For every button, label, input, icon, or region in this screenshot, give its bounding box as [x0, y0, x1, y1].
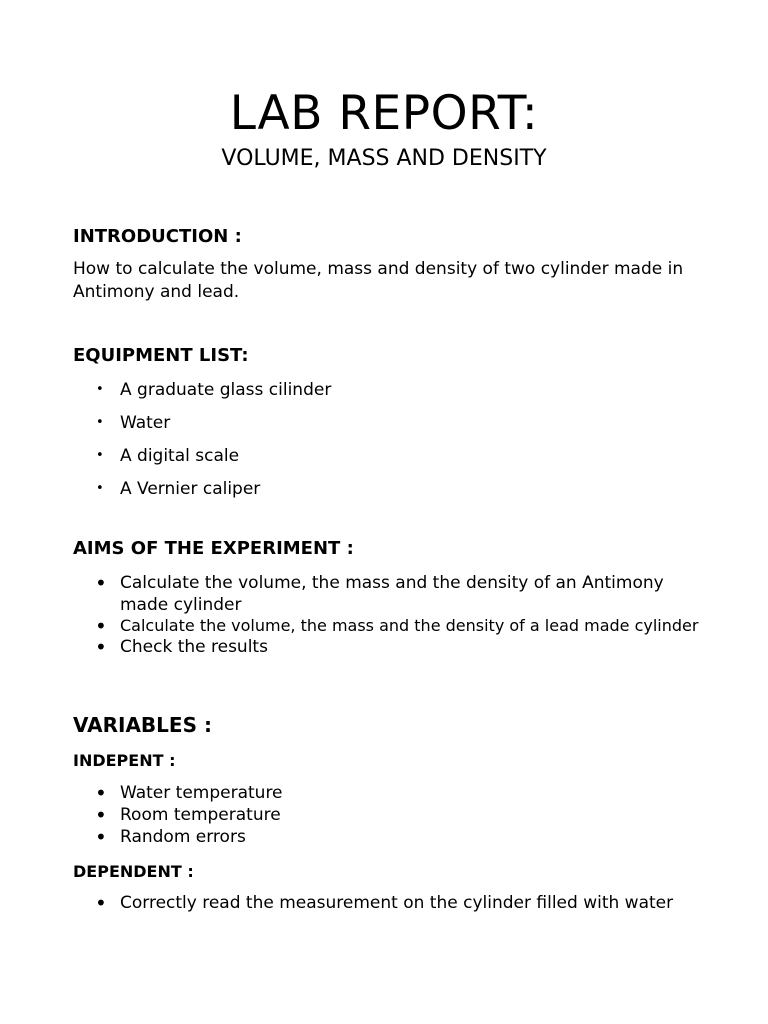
- list-item: • Random errors: [95, 825, 246, 849]
- bullet-icon: •: [96, 415, 104, 430]
- equipment-heading: EQUIPMENT LIST:: [73, 345, 249, 366]
- list-item: • Correctly read the measurement on the cylinder filled with water: [95, 891, 674, 915]
- bullet-icon: •: [95, 891, 107, 915]
- introduction-text: How to calculate the volume, mass and density of two cylinder made in Antimony and lead.: [73, 259, 684, 302]
- bullet-icon: •: [95, 571, 107, 595]
- bullet-icon: •: [95, 781, 107, 805]
- aims-list: [0, 572, 700, 658]
- list-item: • Water temperature: [95, 781, 283, 805]
- introduction-heading: INTRODUCTION :: [73, 226, 242, 247]
- list-item: • A graduate glass cilinder: [96, 380, 332, 400]
- list-item: • Water: [96, 413, 171, 433]
- list-item: • A digital scale: [96, 446, 240, 466]
- independent-heading: INDEPENT :: [73, 751, 176, 770]
- page-subtitle: VOLUME, MASS AND DENSITY: [221, 146, 547, 171]
- independent-list: [0, 782, 700, 848]
- list-item: • Room temperature: [95, 803, 281, 827]
- page-title: LAB REPORT:: [229, 86, 539, 141]
- list-item: • Calculate the volume, the mass and the density of a lead made cylinder: [95, 614, 699, 638]
- bullet-icon: •: [95, 614, 107, 638]
- bullet-icon: •: [96, 448, 104, 463]
- variables-heading: VARIABLES :: [73, 713, 212, 737]
- bullet-icon: •: [95, 635, 107, 659]
- list-item: • Check the results: [95, 635, 268, 659]
- dependent-list: [0, 892, 700, 914]
- list-item: • A Vernier caliper: [96, 479, 261, 499]
- bullet-icon: •: [95, 803, 107, 827]
- bullet-icon: •: [96, 382, 104, 397]
- aims-heading: AIMS OF THE EXPERIMENT :: [73, 538, 354, 559]
- equipment-list: [0, 379, 700, 511]
- bullet-icon: •: [96, 481, 104, 496]
- dependent-heading: DEPENDENT :: [73, 862, 194, 881]
- bullet-icon: •: [95, 825, 107, 849]
- list-item: • Calculate the volume, the mass and the density of an Antimony made cylinder: [95, 571, 664, 615]
